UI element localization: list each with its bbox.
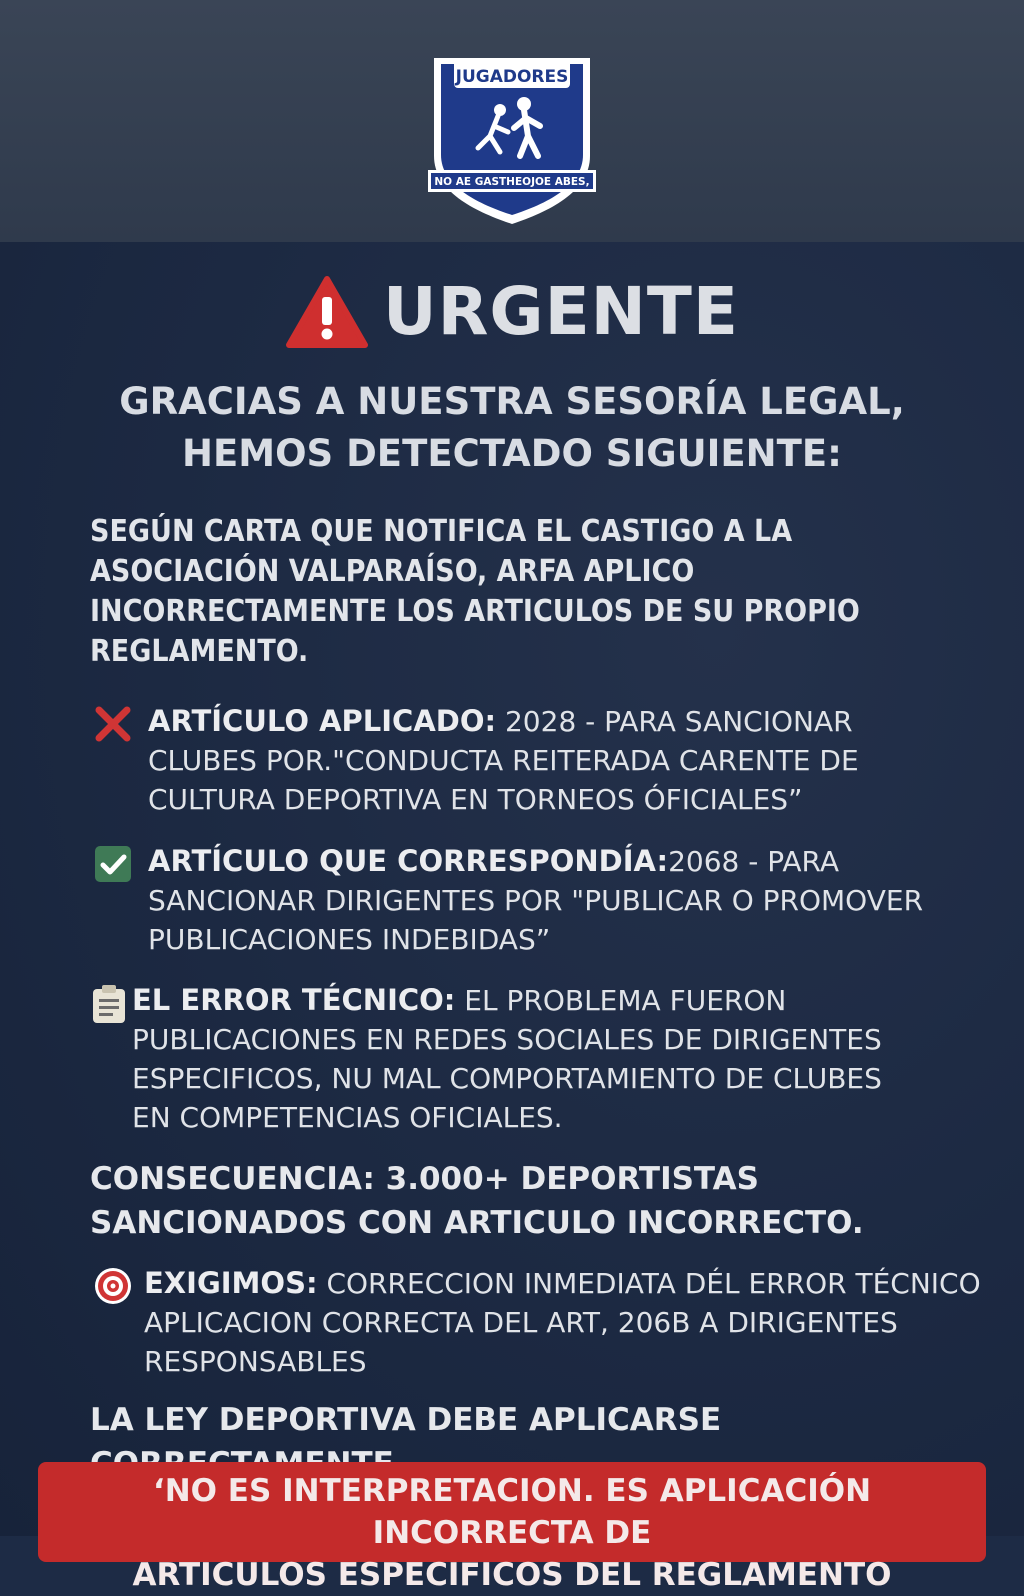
- cross-icon: [93, 704, 133, 744]
- intro-line-1: SEGÚN CARTA QUE NOTIFICA EL CASTIGO A LA: [90, 514, 793, 549]
- applied-line-2: CLUBES POR."CONDUCTA REITERADA CARENTE DE: [148, 744, 859, 777]
- correct-lead: ARTÍCULO QUE CORRESPONDÍA:: [148, 844, 669, 878]
- intro-paragraph: [90, 512, 970, 672]
- warning-icon: [285, 275, 369, 349]
- item-demand: [90, 1264, 990, 1381]
- item-correct-article: [90, 842, 990, 959]
- consequence-line-1: CONSECUENCIA: 3.000+ DEPORTISTAS: [90, 1161, 759, 1197]
- banner-line-2: ARTICULOS ESPECIFICOS DEL REGLAMENTO: [132, 1557, 892, 1593]
- clipboard-icon: [91, 983, 127, 1025]
- error-lead: EL ERROR TÉCNICO:: [132, 983, 456, 1017]
- demand-lead: EXIGIMOS:: [144, 1266, 318, 1300]
- banner-line-1: ‘NO ES INTERPRETACION. ES APLICACIÓN INCORRECTA DE: [152, 1473, 872, 1551]
- intro-line-2: ASOCIACIÓN VALPARAÍSO, ARFA APLICO: [90, 554, 695, 589]
- quote-banner: [38, 1462, 986, 1593]
- check-icon: [93, 844, 133, 884]
- correct-line-1: 2068 - PARA: [668, 845, 839, 878]
- players-crest-icon: [428, 52, 596, 228]
- intro-line-4: REGLAMENTO.: [90, 634, 309, 669]
- applied-line-3: CULTURA DEPORTIVA EN TORNEOS ÓFICIALES”: [148, 783, 803, 816]
- item-applied-article: [90, 702, 990, 819]
- applied-line-1: 2028 - PARA SANCIONAR: [496, 705, 853, 738]
- headline: [60, 376, 964, 480]
- error-line-4: EN COMPETENCIAS OFICIALES.: [132, 1101, 563, 1134]
- error-line-1: EL PROBLEMA FUERON: [455, 984, 787, 1017]
- intro-line-3: INCORRECTAMENTE LOS ARTICULOS DE SU PROPIO: [90, 594, 860, 629]
- closing-statement: LA LEY DEPORTIVA DEBE APLICARSE: [90, 1402, 722, 1438]
- headline-line-1: GRACIAS A NUESTRA SESORÍA LEGAL,: [119, 380, 905, 423]
- urgent-label: URGENTE: [382, 273, 739, 350]
- item-technical-error: [90, 981, 990, 1137]
- consequence-line-2: SANCIONADOS CON ARTICULO INCORRЕCTO.: [90, 1205, 864, 1241]
- logo-top-text: JUGADORES: [455, 67, 569, 87]
- correct-line-2: SANCIONAR DIRIGENTES POR "PUBLICAR O PROMOVER: [148, 884, 924, 917]
- applied-lead: ARTÍCULO APLICADO:: [148, 704, 497, 738]
- demand-line-2: APLICACION CORRECTA DEL ART, 206B A DIRIGENTES: [144, 1306, 898, 1339]
- urgent-heading: [0, 270, 1024, 354]
- demand-line-3: RESPONSABLES: [144, 1345, 367, 1378]
- demand-line-1: CORRECCION INMEDIATA DÉL ERROR TÉCNICO: [317, 1267, 981, 1300]
- consequence-statement: [90, 1157, 970, 1245]
- error-line-2: PUBLICACIONES EN REDES SOCIALES DE DIRIGENTES: [132, 1023, 882, 1056]
- logo-band-text: NO AE GASTHEOJOE ABES,: [434, 176, 590, 188]
- error-line-3: ESPECIFICOS, NU MAL COMPORTAMIENTO DE CLUBES: [132, 1062, 882, 1095]
- correct-line-3: PUBLICACIONES INDEBIDAS”: [148, 923, 551, 956]
- headline-line-2: HEMOS DETECTADO SIGUIENTE:: [182, 432, 842, 475]
- target-icon: [93, 1266, 133, 1306]
